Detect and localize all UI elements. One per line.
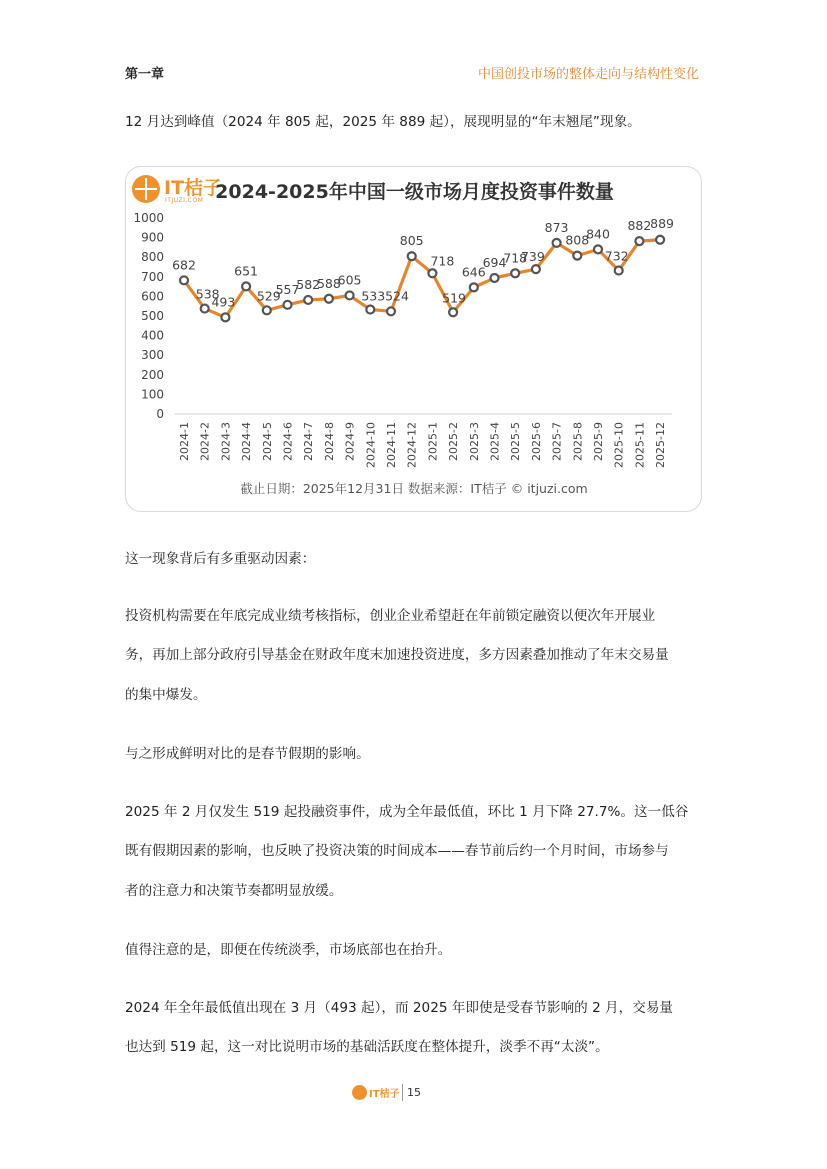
data-point [449, 308, 457, 316]
data-label: 524 [385, 288, 409, 304]
x-tick-label: 2024-2 [198, 422, 212, 461]
data-point [573, 252, 581, 260]
data-label: 808 [565, 232, 590, 248]
x-tick-label: 2024-3 [219, 422, 233, 461]
footer-brand: IT桔子 [369, 1089, 400, 1100]
logo-text: IT桔子 [164, 177, 223, 199]
x-tick-label: 2024-5 [260, 422, 274, 461]
data-label: 605 [337, 272, 362, 288]
page-number: 15 [407, 1086, 421, 1099]
data-label: 493 [211, 294, 236, 310]
paragraph-feb-line-2: 既有假期因素的影响，也反映了投资决策的时间成本——春节前后约一个月时间，市场参与 [125, 843, 669, 859]
paragraph-feb-line-3: 者的注意力和决策节奏都明显放缓。 [125, 883, 343, 899]
data-point [491, 274, 499, 282]
data-label: 873 [544, 219, 569, 235]
y-tick-label: 500 [141, 309, 164, 323]
data-point [180, 276, 188, 284]
data-label: 732 [604, 248, 629, 264]
data-point [615, 267, 623, 275]
footer-logo-icon [352, 1085, 367, 1100]
data-point [635, 237, 643, 245]
data-label: 651 [234, 263, 259, 279]
paragraph-drivers: 这一现象背后有多重驱动因素： [125, 551, 316, 567]
data-point [304, 296, 312, 304]
data-point [532, 265, 540, 273]
y-tick-label: 400 [141, 328, 164, 343]
data-label: 588 [316, 275, 341, 291]
x-tick-label: 2025-2 [447, 422, 461, 461]
intro-paragraph: 12 月达到峰值（2024 年 805 起，2025 年 889 起），展现明显的“年末翘尾”现象。 [125, 114, 641, 130]
section-title: 中国创投市场的整体走向与结构性变化 [477, 67, 699, 82]
data-point [387, 307, 395, 315]
y-tick-label: 300 [141, 348, 164, 363]
data-point [201, 305, 209, 313]
y-tick-label: 1000 [133, 211, 164, 225]
paragraph-feb-line-1: 2025 年 2 月仅发生 519 起投融资事件，成为全年最低值，环比 1 月下降 27.7%。这一低谷 [125, 804, 689, 820]
data-point [242, 282, 250, 290]
y-tick-label: 600 [141, 289, 164, 304]
x-tick-label: 2025-5 [509, 422, 523, 461]
x-tick-label: 2025-7 [550, 422, 564, 461]
x-tick-label: 2025-6 [529, 422, 543, 461]
x-tick-label: 2024-8 [322, 422, 336, 461]
data-point [428, 269, 436, 277]
data-label: 739 [520, 249, 545, 265]
data-point [553, 239, 561, 247]
x-tick-label: 2024-10 [364, 422, 378, 468]
y-tick-label: 700 [141, 269, 164, 284]
logo-subtext: ITJUZI.COM [165, 197, 204, 204]
x-tick-label: 2025-8 [571, 422, 585, 461]
line-chart [126, 167, 703, 511]
y-tick-label: 900 [141, 230, 164, 245]
data-point [346, 291, 354, 299]
data-label: 519 [442, 290, 467, 306]
x-tick-label: 2025-11 [633, 422, 647, 468]
data-label: 718 [503, 250, 528, 266]
paragraph-compare-line-2: 也达到 519 起，这一对比说明市场的基础活跃度在整体提升，淡季不再“太淡”。 [125, 1039, 609, 1055]
data-point [221, 313, 229, 321]
data-point [470, 283, 478, 291]
y-tick-label: 100 [141, 387, 164, 402]
data-point [656, 236, 664, 244]
data-label: 840 [586, 226, 610, 242]
data-label: 889 [650, 215, 675, 231]
x-tick-label: 2025-3 [467, 422, 481, 461]
x-tick-label: 2024-11 [385, 422, 398, 468]
x-tick-label: 2024-1 [178, 422, 191, 461]
chart-title: 2024-2025年中国一级市场月度投资事件数量 [215, 181, 614, 203]
footer-divider [402, 1084, 403, 1101]
data-label: 533 [361, 288, 386, 304]
page-footer [0, 1083, 827, 1103]
paragraph-contrast: 与之形成鲜明对比的是春节假期的影响。 [125, 746, 370, 762]
paragraph-reasons-line-1: 投资机构需要在年底完成业绩考核指标，创业企业希望赶在年前锁定融资以便次年开展业 [125, 608, 656, 624]
data-label: 805 [399, 233, 424, 249]
data-label: 538 [195, 286, 220, 302]
data-point [366, 306, 374, 314]
data-point [408, 252, 416, 260]
y-tick-label: 200 [141, 367, 164, 382]
chart-card [125, 166, 702, 512]
series-line [184, 240, 660, 318]
data-label: 557 [275, 281, 300, 297]
data-label: 529 [256, 288, 281, 304]
chapter-label: 第一章 [125, 67, 165, 82]
data-point [511, 269, 519, 277]
data-label: 718 [430, 253, 455, 269]
data-label: 694 [482, 254, 507, 270]
paragraph-reasons-line-2: 务，再加上部分政府引导基金在财政年度末加速投资进度，多方因素叠加推动了年末交易量 [125, 647, 669, 663]
x-tick-label: 2025-4 [488, 422, 502, 461]
y-tick-label: 800 [141, 250, 164, 265]
data-point [325, 295, 333, 303]
x-tick-label: 2025-9 [592, 422, 605, 461]
y-tick-label: 0 [156, 407, 164, 421]
data-label: 582 [296, 276, 321, 292]
x-tick-label: 2024-4 [240, 422, 254, 461]
data-label: 682 [172, 257, 196, 273]
x-tick-label: 2025-10 [612, 422, 626, 468]
paragraph-note: 值得注意的是，即便在传统淡季，市场底部也在抬升。 [125, 942, 452, 958]
x-tick-label: 2024-9 [343, 422, 357, 461]
x-tick-label: 2024-12 [405, 422, 419, 468]
data-point [284, 301, 292, 309]
data-point [263, 306, 271, 314]
x-tick-label: 2025-12 [654, 422, 668, 468]
x-tick-label: 2024-6 [281, 422, 295, 461]
x-tick-label: 2025-1 [426, 422, 440, 461]
data-label: 646 [461, 264, 486, 280]
paragraph-reasons-line-3: 的集中爆发。 [125, 687, 207, 703]
x-tick-label: 2024-7 [302, 422, 316, 461]
chart-caption: 截止日期：2025年12月31日 数据来源：IT桔子 © itjuzi.com [240, 481, 588, 496]
data-point [594, 245, 602, 253]
paragraph-compare-line-1: 2024 年全年最低值出现在 3 月（493 起），而 2025 年即使是受春节影响的 2 月，交易量 [125, 1000, 674, 1016]
data-label: 882 [627, 218, 652, 234]
